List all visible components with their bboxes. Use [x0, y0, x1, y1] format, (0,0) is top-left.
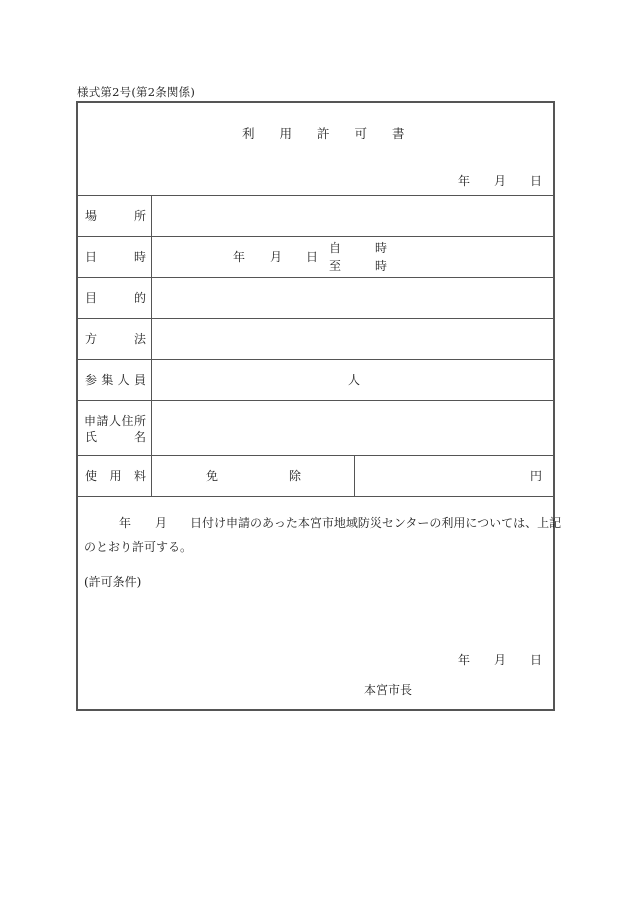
- applicant-address-label: 申請人住所: [84, 414, 147, 428]
- fee-column-divider: [354, 455, 355, 496]
- attendees-label-char: 人: [117, 373, 130, 387]
- applicant-name-label-char: 名: [133, 430, 146, 444]
- datetime-label-char: 時: [133, 250, 146, 264]
- datetime-to-label: 至: [329, 259, 342, 273]
- attendees-label-char: 参: [85, 373, 98, 387]
- applicant-name-label-char: 氏: [85, 430, 98, 444]
- datetime-label: [85, 251, 146, 263]
- attendees-label: [85, 374, 146, 386]
- header-date-month: 月: [494, 174, 507, 188]
- statement-line2: のとおり許可する。: [84, 540, 193, 554]
- statement-year: 年: [119, 516, 132, 530]
- datetime-day: 日: [306, 250, 319, 264]
- footer-date-day: 日: [530, 653, 543, 667]
- datetime-from-label: 自: [329, 241, 342, 255]
- location-label-char: 所: [133, 209, 146, 223]
- row-divider: [78, 277, 553, 278]
- location-label-char: 場: [85, 209, 98, 223]
- fee-label-char: 用: [109, 469, 122, 483]
- method-label: [85, 333, 146, 345]
- fee-label-char: 料: [133, 469, 146, 483]
- document-title: 利 用 許 可 書: [242, 126, 405, 141]
- row-divider: [78, 236, 553, 237]
- footer-date-year: 年: [458, 653, 471, 667]
- datetime-year: 年: [233, 250, 246, 264]
- fee-label: [85, 470, 146, 482]
- row-divider: [78, 195, 553, 196]
- purpose-label-char: 的: [133, 291, 146, 305]
- row-divider: [78, 318, 553, 319]
- datetime-hour-from: 時: [375, 241, 388, 255]
- issuer-name: 本宮市長: [364, 683, 413, 697]
- row-divider: [78, 455, 553, 456]
- datetime-hour-to: 時: [375, 259, 388, 273]
- attendees-unit: 人: [348, 373, 361, 387]
- fee-exempt-char-2: 除: [289, 469, 302, 483]
- fee-currency: 円: [530, 469, 543, 483]
- purpose-label-char: 目: [85, 291, 98, 305]
- label-column-divider: [151, 195, 152, 496]
- statement-month: 月: [155, 516, 168, 530]
- applicant-name-label: [85, 431, 146, 443]
- header-date-year: 年: [458, 174, 471, 188]
- row-divider: [78, 400, 553, 401]
- method-label-char: 方: [85, 332, 98, 346]
- statement-line1: 日付け申請のあった本宮市地域防災センターの利用については、上記: [190, 516, 562, 530]
- fee-exempt-char-1: 免: [206, 469, 219, 483]
- attendees-label-char: 員: [133, 373, 146, 387]
- form-number-label: 様式第2号(第2条関係): [77, 85, 196, 99]
- datetime-month: 月: [270, 250, 283, 264]
- datetime-label-char: 日: [85, 250, 98, 264]
- header-date-day: 日: [530, 174, 543, 188]
- method-label-char: 法: [133, 332, 146, 346]
- row-divider: [78, 359, 553, 360]
- fee-label-char: 使: [85, 469, 98, 483]
- row-divider: [78, 496, 553, 497]
- attendees-label-char: 集: [101, 373, 114, 387]
- conditions-label: (許可条件): [84, 575, 142, 589]
- purpose-label: [85, 292, 146, 304]
- footer-date-month: 月: [494, 653, 507, 667]
- permit-form: [76, 101, 562, 711]
- location-label: [85, 210, 146, 222]
